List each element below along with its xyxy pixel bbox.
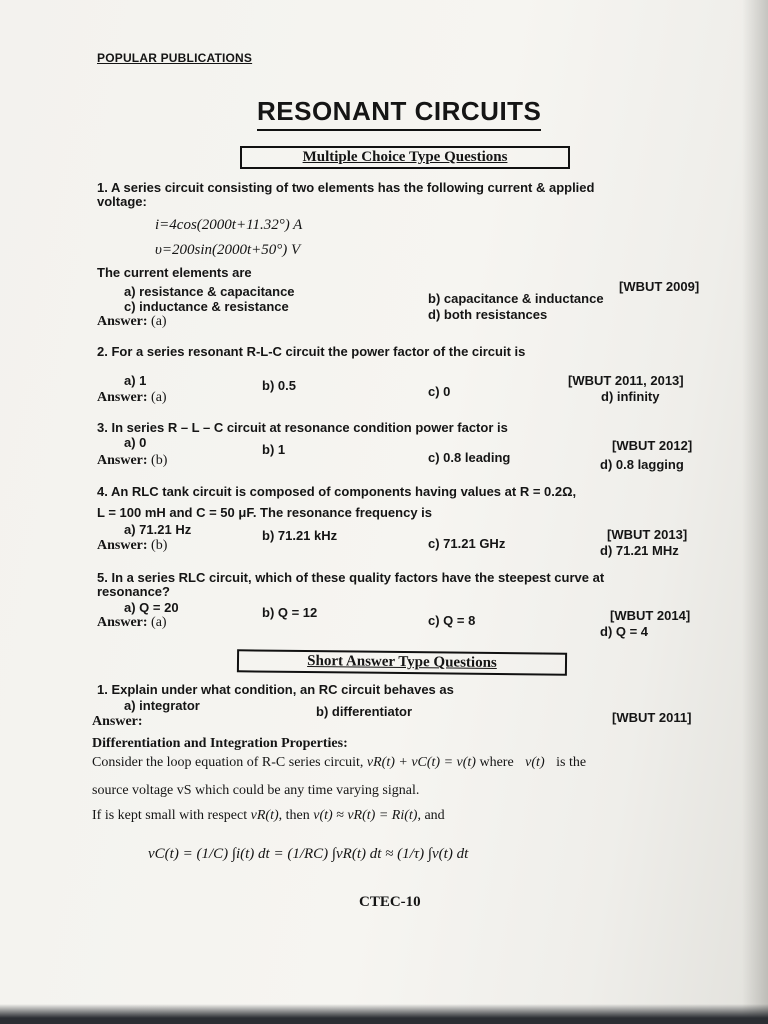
body-line-3c: , and (417, 808, 445, 823)
answer-label: Answer: (97, 538, 148, 553)
question-1-answer (97, 314, 167, 330)
body-line-1b: where (479, 755, 514, 770)
publisher-header: POPULAR PUBLICATIONS (97, 51, 253, 65)
body-line-3-eq: vR(t) (250, 808, 279, 823)
question-4-option-c: c) 71.21 GHz (428, 536, 506, 551)
question-1-text: 1. A series circuit consisting of two elements has the following current & applied (97, 180, 595, 195)
question-2-option-a: a) 1 (124, 373, 147, 388)
short-question-1-tag: [WBUT 2011] (612, 710, 692, 725)
question-1-text-cont: voltage: (97, 194, 147, 209)
question-5-answer (97, 615, 167, 631)
question-2-option-c: c) 0 (428, 384, 451, 399)
answer-value: (a) (151, 390, 167, 405)
question-3-text: 3. In series R – L – C circuit at resonance condition power factor is (97, 420, 508, 435)
question-1-option-d: d) both resistances (428, 307, 548, 322)
question-1-tag: [WBUT 2009] (619, 279, 700, 294)
body-line-3a: If is kept small with respect (92, 808, 248, 823)
answer-label: Answer: (97, 314, 148, 329)
question-2-answer (97, 390, 167, 406)
body-line-1a: Consider the loop equation of R-C series circuit, (92, 755, 364, 770)
body-subheading: Differentiation and Integration Properties: (92, 736, 348, 751)
question-2-text: 2. For a series resonant R-L-C circuit the power factor of the circuit is (97, 344, 526, 359)
question-5-option-c: c) Q = 8 (428, 613, 476, 628)
body-line-1-eq: vR(t) + vC(t) = v(t) (366, 755, 476, 770)
question-4-text-cont: L = 100 mH and C = 50 μF. The resonance frequency is (97, 505, 433, 520)
question-1-eq-current: i=4cos(2000t+11.32°) A (155, 217, 303, 233)
answer-label: Answer: (97, 453, 148, 468)
short-answer-label (92, 714, 143, 730)
answer-value: (b) (151, 538, 168, 553)
body-line-1 (92, 755, 586, 771)
question-3-option-a: a) 0 (124, 435, 147, 450)
answer-value: (a) (151, 314, 167, 329)
question-4-option-d: d) 71.21 MHz (600, 543, 679, 558)
question-4-text: 4. An RLC tank circuit is composed of components having values at R = 0.2Ω, (97, 484, 577, 499)
section-mcq-heading (240, 146, 570, 169)
question-2-option-b: b) 0.5 (262, 378, 296, 393)
body-line-3 (92, 808, 445, 824)
question-3-option-c: c) 0.8 leading (428, 450, 511, 465)
question-5-option-b: b) Q = 12 (262, 605, 318, 620)
answer-value: (b) (151, 453, 168, 468)
question-5-tag: [WBUT 2014] (610, 608, 691, 623)
question-5-text-cont: resonance? (97, 584, 170, 599)
short-question-1-option-a: a) integrator (124, 698, 200, 713)
question-4-option-b: b) 71.21 kHz (262, 528, 338, 543)
body-line-3-eq2: v(t) ≈ vR(t) = Ri(t) (313, 808, 418, 823)
body-line-2: source voltage vS which could be any time varying signal. (92, 783, 420, 798)
question-3-answer (97, 453, 167, 469)
page-edge-shadow (742, 0, 768, 1024)
section-mcq-label: Multiple Choice Type Questions (302, 149, 508, 165)
question-5-option-d: d) Q = 4 (600, 624, 649, 639)
section-short-heading (237, 649, 567, 675)
question-4-answer (97, 538, 167, 554)
question-4-tag: [WBUT 2013] (607, 527, 688, 542)
question-2-tag: [WBUT 2011, 2013] (568, 373, 684, 388)
body-line-1-eq2: v(t) (525, 755, 545, 770)
answer-label: Answer: (97, 615, 148, 630)
question-3-tag: [WBUT 2012] (612, 438, 693, 453)
answer-label: Answer: (97, 390, 148, 405)
question-3-option-b: b) 1 (262, 442, 286, 457)
question-1-stem: The current elements are (97, 265, 252, 280)
short-question-1-option-b: b) differentiator (316, 704, 413, 719)
question-5-text: 5. In a series RLC circuit, which of these quality factors have the steepest curve at (97, 570, 605, 585)
answer-label: Answer: (92, 714, 143, 729)
short-question-1-text: 1. Explain under what condition, an RC circuit behaves as (97, 682, 454, 697)
body-formula: vC(t) = (1/C) ∫i(t) dt = (1/RC) ∫vR(t) dt ≈ (1/τ) ∫v(t) dt (148, 846, 469, 862)
page-footer-code: CTEC-10 (359, 894, 421, 910)
body-line-1c: is the (556, 755, 587, 770)
question-3-option-d: d) 0.8 lagging (600, 457, 684, 472)
question-5-option-a: a) Q = 20 (124, 600, 179, 615)
page-title: RESONANT CIRCUITS (257, 96, 541, 131)
question-1-option-c: c) inductance & resistance (124, 299, 289, 314)
body-line-3b: , then (278, 808, 310, 823)
question-2-option-d: d) infinity (601, 389, 660, 404)
answer-value: (a) (151, 615, 167, 630)
page-bottom-shadow (0, 1004, 768, 1024)
question-1-option-b: b) capacitance & inductance (428, 291, 604, 306)
question-4-option-a: a) 71.21 Hz (124, 522, 192, 537)
question-1-option-a: a) resistance & capacitance (124, 284, 295, 299)
question-1-eq-voltage: υ=200sin(2000t+50°) V (155, 242, 301, 258)
section-short-label: Short Answer Type Questions (307, 653, 497, 671)
